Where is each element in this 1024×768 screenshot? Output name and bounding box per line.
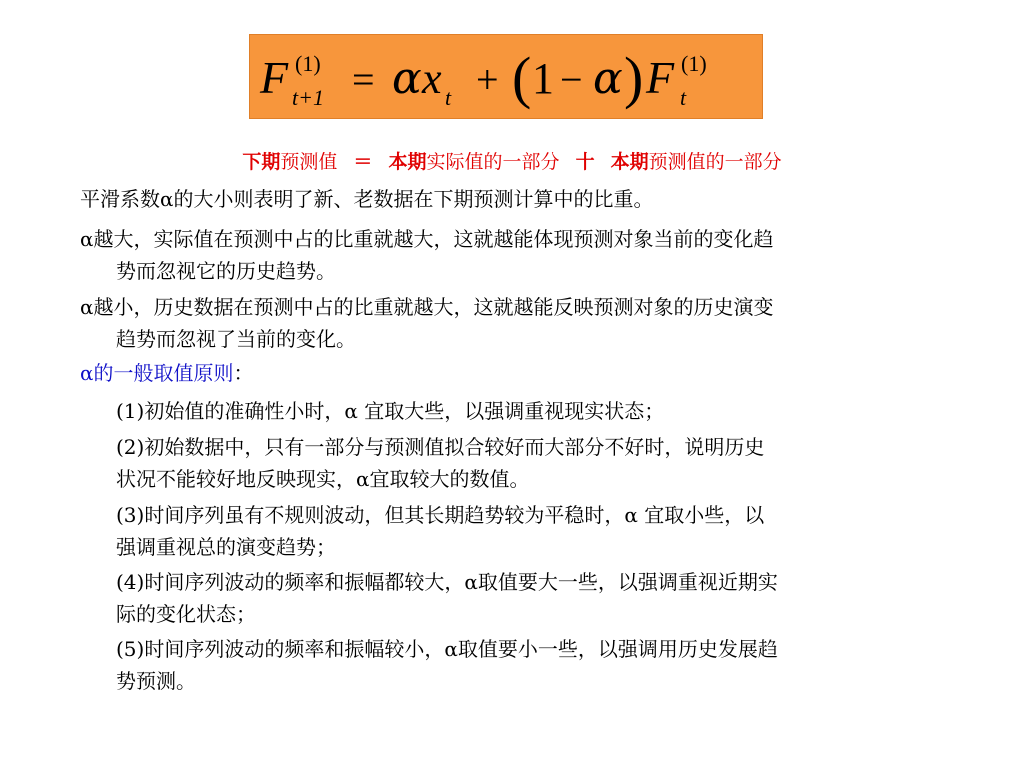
paragraph-alpha-small: α越小，历史数据在预测中占的比重就越大，这就越能反映预测对象的历史演变 趋势而忽视了当前的变化。 xyxy=(80,295,774,351)
formula-sub-x: t xyxy=(445,85,452,110)
formula-alpha-2: α xyxy=(593,53,623,104)
formula-box xyxy=(249,34,763,119)
caption-equals: ＝ xyxy=(353,151,373,173)
exponential-smoothing-formula xyxy=(250,35,764,120)
formula-alpha: α xyxy=(392,53,422,104)
formula-plus: + xyxy=(476,57,499,102)
principles-heading: α的一般取值原则 xyxy=(80,361,234,385)
list-item-1: (1)初始值的准确性小时，α 宜取大些，以强调重视现实状态； xyxy=(116,399,665,423)
formula-sub-right: t xyxy=(680,85,687,110)
caption-actual-part: 实际值的一部分 xyxy=(426,151,560,173)
formula-x: x xyxy=(422,54,442,103)
list-item-4: (4)时间序列波动的频率和振幅都较大，α取值要大一些，以强调重视近期实 际的变化状态； xyxy=(116,570,778,626)
caption-forecast-value: 预测值 xyxy=(280,151,338,173)
formula-F-right: F xyxy=(646,52,675,103)
caption-next-period: 下期 xyxy=(242,151,281,173)
paragraph-alpha-large: α越大，实际值在预测中占的比重就越大，这就越能体现预测对象当前的变化趋 势而忽视它的历史趋势。 xyxy=(80,227,774,283)
list-item-2: (2)初始数据中，只有一部分与预测值拟合较好而大部分不好时，说明历史 状况不能较好地反映现实，α宜取较大的数值。 xyxy=(116,435,765,491)
formula-one: 1 xyxy=(532,54,554,103)
formula-minus: − xyxy=(560,57,583,102)
list-item-5: (5)时间序列波动的频率和振幅较小，α取值要小一些，以强调用历史发展趋 势预测。 xyxy=(116,637,778,693)
caption-this-period-2: 本期 xyxy=(610,151,649,173)
list-item-3: (3)时间序列虽有不规则波动，但其长期趋势较为平稳时，α 宜取小些，以 强调重视总的演变趋势； xyxy=(116,503,765,559)
formula-paren-close: ) xyxy=(624,45,644,110)
formula-sup-left: (1) xyxy=(295,51,321,76)
formula-equals: = xyxy=(352,57,375,102)
paragraph-smoothing-coefficient: 平滑系数α的大小则表明了新、老数据在下期预测计算中的比重。 xyxy=(80,187,654,211)
caption-plus: 十 xyxy=(575,151,595,173)
formula-F-left: F xyxy=(260,52,289,103)
caption-forecast-part: 预测值的一部分 xyxy=(648,151,782,173)
caption-this-period: 本期 xyxy=(388,151,427,173)
paragraph-alpha-principles-heading: α的一般取值原则： xyxy=(80,361,254,385)
formula-sub-left: t+1 xyxy=(292,85,324,110)
formula-sup-right: (1) xyxy=(681,51,707,76)
formula-paren-open: ( xyxy=(512,45,532,110)
formula-caption xyxy=(0,147,1024,174)
